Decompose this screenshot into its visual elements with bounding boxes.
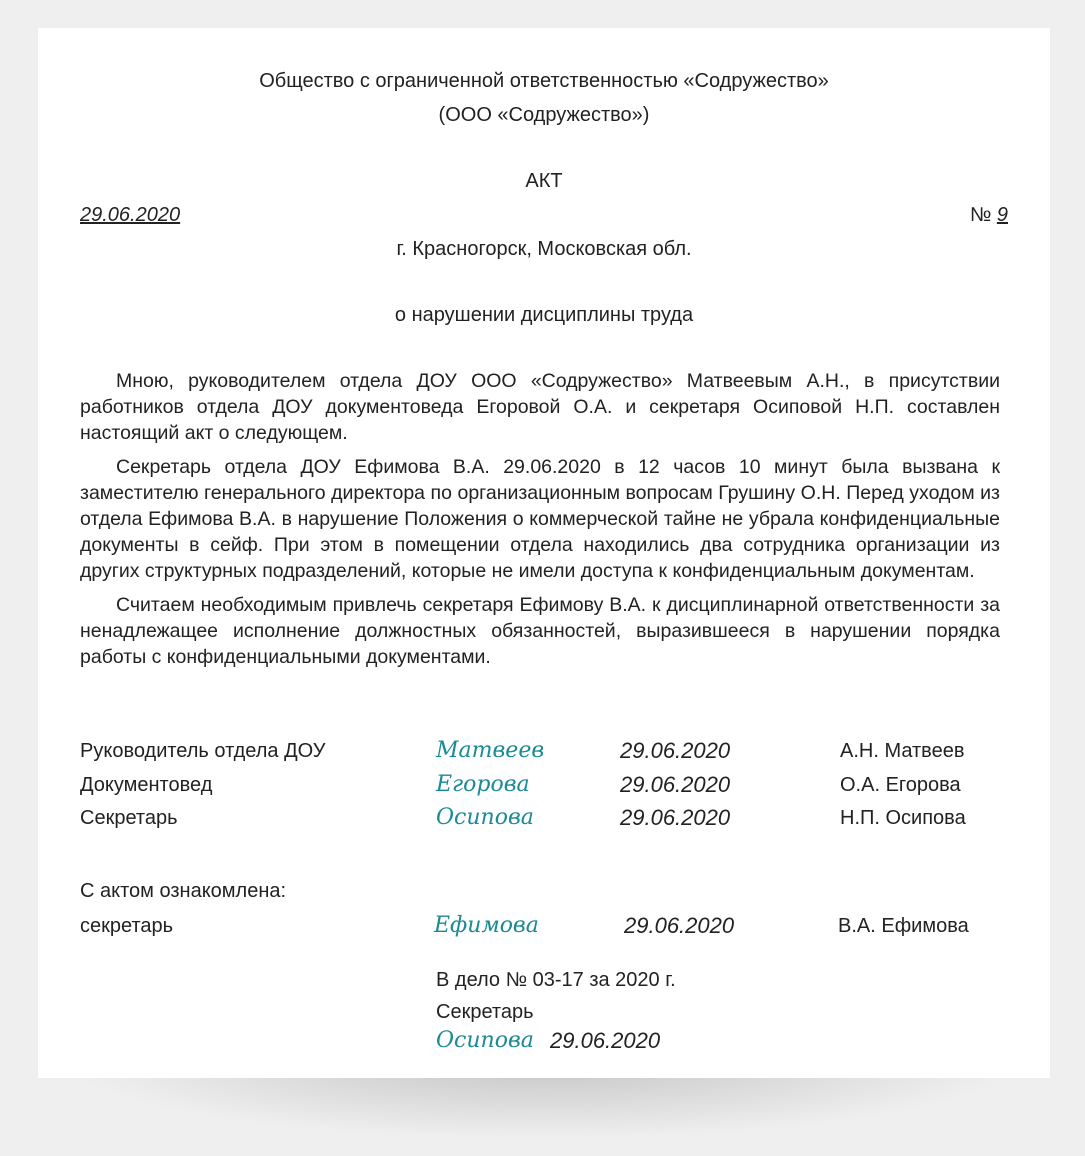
body-paragraph-1: Мною, руководителем отдела ДОУ ООО «Содружество» Матвеевым А.Н., в присутствии работников отдела ДОУ документоведа Егоровой О.А. и секретаря Осиповой Н.П. составлен настоящий акт о следующем. — [80, 370, 1000, 444]
sig-name-3: Н.П. Осипова — [840, 807, 966, 829]
document-type: АКТ — [525, 170, 563, 192]
signature-1: Матвеев — [436, 738, 545, 763]
document-subject: о нарушении дисциплины труда — [394, 304, 694, 326]
sig-role-3: Секретарь — [80, 807, 178, 829]
body-paragraph-2: Секретарь отдела ДОУ Ефимова В.А. 29.06.2020 в 12 часов 10 минут была вызвана к заместителю генерального директора по организационным вопросам Грушину О.Н. Перед уходом из отдела Ефимова В.А. в нарушение Положения о коммерческой тайне не убрала конфиденциальные документы в сейф. При этом в помещении отдела находились два сотрудника организации из других структурных подразделений, которые не имели доступа к конфиденциальным документам. — [80, 456, 1000, 582]
org-full-name: Общество с ограниченной ответственностью «Содружество» — [259, 70, 829, 92]
document-place: г. Красногорск, Московская обл. — [396, 238, 692, 260]
acquainted-label: С актом ознакомлена: — [80, 880, 287, 902]
sig-date-3: 29.06.2020 — [620, 805, 731, 830]
document-number — [970, 204, 1008, 226]
sig-name-2: О.А. Егорова — [840, 774, 961, 796]
acquainted-signature: Ефимова — [434, 913, 539, 938]
filing-role: Секретарь — [436, 1001, 534, 1023]
signature-3: Осипова — [436, 805, 534, 830]
body-paragraph-3: Считаем необходимым привлечь секретаря Ефимову В.А. к дисциплинарной ответственности за ненадлежащее исполнение должностных обязанностей, выразившееся в нарушении порядка работы с конфиденциальными документами. — [80, 594, 1000, 668]
filing-date: 29.06.2020 — [550, 1028, 661, 1053]
sig-role-1: Руководитель отдела ДОУ — [80, 740, 326, 762]
filing-line: В дело № 03-17 за 2020 г. — [436, 969, 676, 991]
sig-date-1: 29.06.2020 — [620, 738, 731, 763]
sig-role-2: Документовед — [80, 774, 213, 796]
acquainted-name: В.А. Ефимова — [838, 915, 969, 937]
document-body — [80, 368, 1000, 670]
document-sheet — [38, 28, 1050, 1078]
signature-2: Егорова — [436, 772, 530, 797]
acquainted-date: 29.06.2020 — [624, 913, 735, 938]
org-short-name: (ООО «Содружество») — [438, 104, 650, 126]
sig-date-2: 29.06.2020 — [620, 772, 731, 797]
sig-name-1: А.Н. Матвеев — [840, 740, 965, 762]
number-label: № — [969, 204, 992, 226]
filing-signature: Осипова — [436, 1028, 534, 1053]
acquainted-role: секретарь — [80, 915, 174, 937]
document-date: 29.06.2020 — [80, 204, 181, 226]
number-value: 9 — [996, 204, 1008, 226]
